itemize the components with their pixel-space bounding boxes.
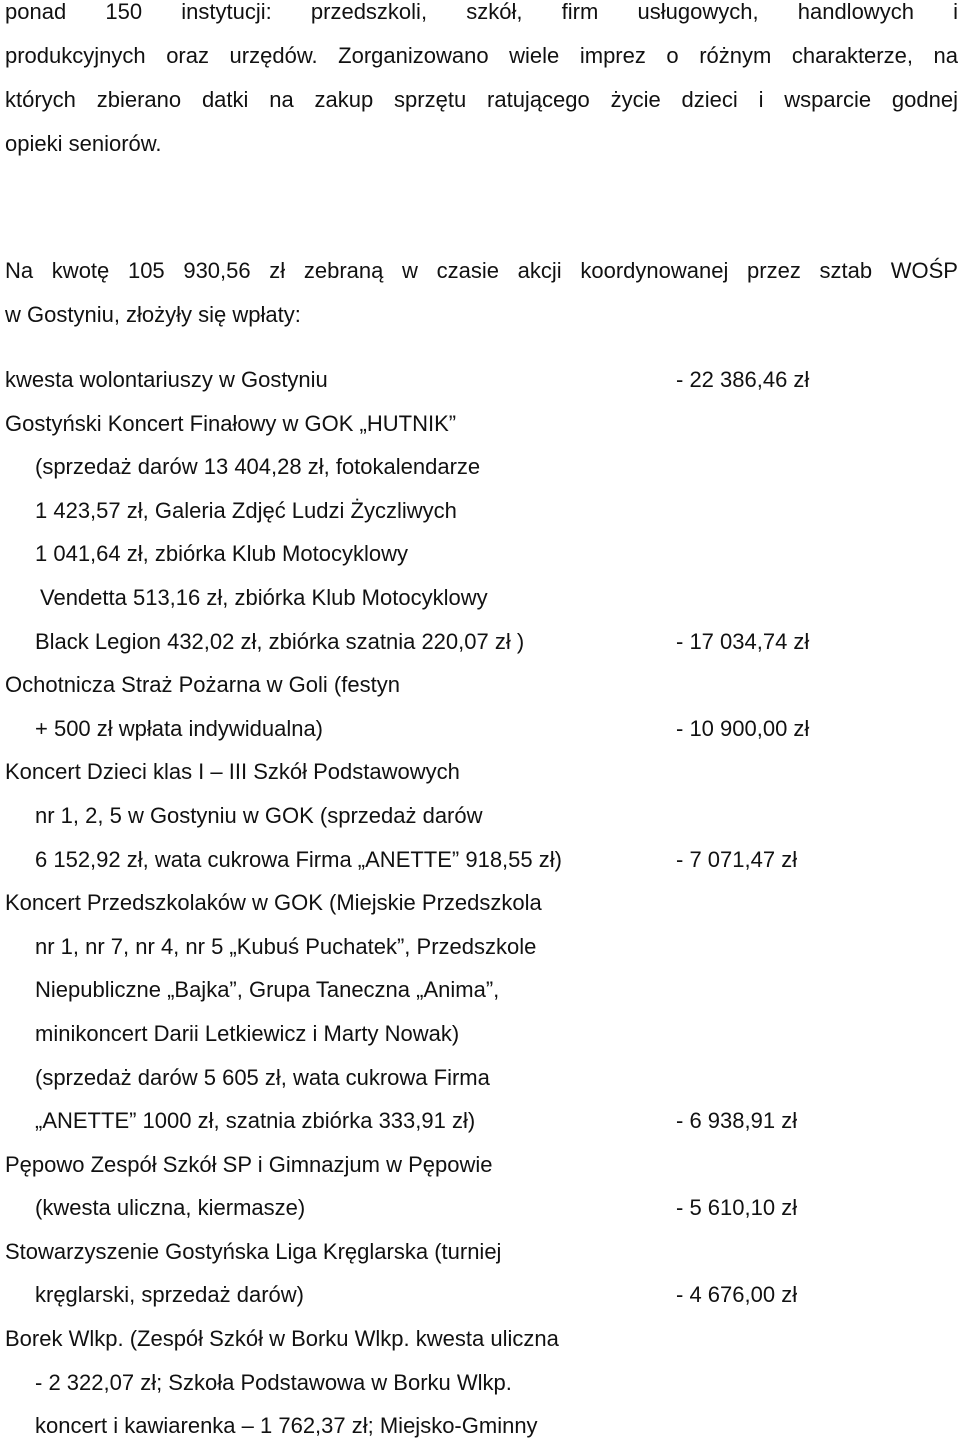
list-item <box>0 576 960 620</box>
list-item <box>0 1317 960 1361</box>
item-description: nr 1, nr 7, nr 4, nr 5 „Kubuś Puchatek”, Przedszkole <box>35 933 537 959</box>
item-amount: - 5 610,10 zł <box>676 1195 798 1221</box>
item-description: Koncert Przedszkolaków w GOK (Miejskie Przedszkola <box>5 890 542 916</box>
list-item <box>0 1143 960 1187</box>
item-description: Vendetta 513,16 zł, zbiórka Klub Motocyklowy <box>40 584 488 610</box>
item-description: Niepubliczne „Bajka”, Grupa Taneczna „Anima”, <box>35 977 500 1003</box>
item-description: koncert i kawiarenka – 1 762,37 zł; Miejsko-Gminny <box>35 1413 538 1439</box>
item-description: 1 423,57 zł, Galeria Zdjęć Ludzi Życzliwych <box>35 497 457 523</box>
item-description: (sprzedaż darów 5 605 zł, wata cukrowa Firma <box>35 1064 490 1090</box>
intro-line: opieki seniorów. <box>5 131 162 156</box>
list-item <box>0 1404 960 1448</box>
list-item <box>0 1230 960 1274</box>
list-item <box>0 794 960 838</box>
list-item <box>0 402 960 446</box>
lead-line: w Gostyniu, złożyły się wpłaty: <box>5 302 301 327</box>
intro-line: produkcyjnych oraz urzędów. Zorganizowano wiele imprez o różnym charakterze, na <box>5 43 958 68</box>
intro-paragraph <box>5 0 958 166</box>
item-amount: - 7 071,47 zł <box>676 846 798 872</box>
item-description: Koncert Dzieci klas I – III Szkół Podstawowych <box>5 759 460 785</box>
list-item <box>0 445 960 489</box>
item-amount: - 22 386,46 zł <box>676 367 810 392</box>
list-item <box>0 532 960 576</box>
item-description: (kwesta uliczna, kiermasze) <box>35 1195 306 1221</box>
list-item <box>0 489 960 533</box>
list-item <box>0 1273 960 1317</box>
lead-paragraph <box>5 249 958 337</box>
item-description: Ochotnicza Straż Pożarna w Goli (festyn <box>5 672 400 698</box>
list-item <box>0 881 960 925</box>
item-description: 6 152,92 zł, wata cukrowa Firma „ANETTE” 918,55 zł) <box>35 846 562 872</box>
item-description: „ANETTE” 1000 zł, szatnia zbiórka 333,91 zł) <box>35 1108 476 1134</box>
item-description: Black Legion 432,02 zł, zbiórka szatnia 220,07 zł ) <box>35 628 525 654</box>
item-amount: - 17 034,74 zł <box>676 628 810 654</box>
item-description: - 2 322,07 zł; Szkoła Podstawowa w Borku Wlkp. <box>35 1369 512 1395</box>
item-amount: - 4 676,00 zł <box>676 1282 798 1308</box>
list-item <box>0 707 960 751</box>
item-description: kwesta wolontariuszy w Gostyniu <box>5 367 328 392</box>
lead-line: Na kwotę 105 930,56 zł zebraną w czasie akcji koordynowanej przez sztab WOŚP <box>5 258 958 283</box>
item-description: Stowarzyszenie Gostyńska Liga Kręglarska (turniej <box>5 1238 502 1264</box>
item-description: kręglarski, sprzedaż darów) <box>35 1282 304 1308</box>
list-item <box>0 358 960 402</box>
list-item <box>0 1361 960 1405</box>
item-amount: - 10 900,00 zł <box>676 715 810 741</box>
list-item <box>0 620 960 664</box>
item-description: nr 1, 2, 5 w Gostyniu w GOK (sprzedaż darów <box>35 802 483 828</box>
item-amount: - 6 938,91 zł <box>676 1108 798 1134</box>
donation-list <box>0 358 960 1448</box>
item-description: minikoncert Darii Letkiewicz i Marty Nowak) <box>35 1020 460 1046</box>
item-description: Borek Wlkp. (Zespół Szkół w Borku Wlkp. kwesta uliczna <box>5 1326 559 1352</box>
list-item <box>0 968 960 1012</box>
list-item <box>0 1012 960 1056</box>
intro-line: których zbierano datki na zakup sprzętu ratującego życie dzieci i wsparcie godnej <box>5 87 958 112</box>
list-item <box>0 663 960 707</box>
item-description: Gostyński Koncert Finałowy w GOK „HUTNIK” <box>5 410 457 436</box>
item-description: + 500 zł wpłata indywidualna) <box>35 715 324 741</box>
item-description: Pępowo Zespół Szkół SP i Gimnazjum w Pępowie <box>5 1151 493 1177</box>
list-item <box>0 1056 960 1100</box>
intro-line: ponad 150 instytucji: przedszkoli, szkół, firm usługowych, handlowych i <box>5 0 958 24</box>
list-item <box>0 1186 960 1230</box>
list-item <box>0 838 960 882</box>
list-item <box>0 750 960 794</box>
list-item <box>0 925 960 969</box>
item-description: 1 041,64 zł, zbiórka Klub Motocyklowy <box>35 541 408 567</box>
list-item <box>0 1099 960 1143</box>
item-description: (sprzedaż darów 13 404,28 zł, fotokalendarze <box>35 454 481 480</box>
